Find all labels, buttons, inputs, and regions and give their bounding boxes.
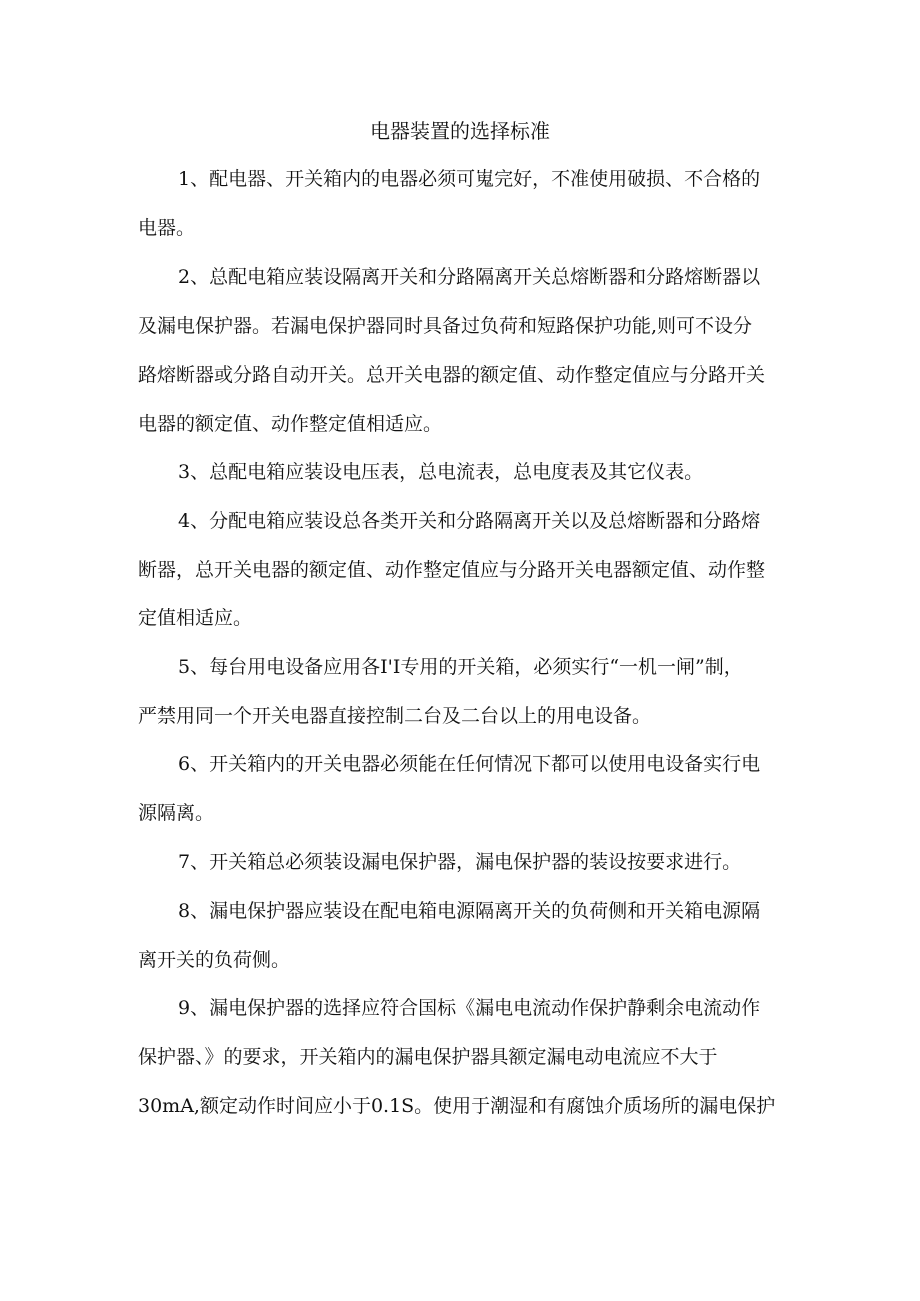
- item-2-line-2: 及漏电保护器。若漏电保护器同时具备过负荷和短路保护功能,则可不设分: [138, 315, 753, 337]
- item-9-line-3: 30mA,额定动作时间应小于0.1S。使用于潮湿和有腐蚀介质场所的漏电保护: [138, 1095, 776, 1117]
- item-8-line-2: 离开关的负荷侧。: [138, 949, 291, 971]
- item-6-line-2: 源隔离。: [138, 802, 215, 824]
- item-2-line-3: 路熔断器或分路自动开关。总开关电器的额定值、动作整定值应与分路开关: [138, 364, 766, 386]
- item-6-line-1: 6、开关箱内的开关电器必须能在任何情况下都可以使用电设备实行电: [178, 753, 761, 775]
- item-3-line-1: 3、总配电箱应装设电压表，总电流表，总电度表及其它仪表。: [178, 461, 704, 483]
- item-9-line-1: 9、漏电保护器的选择应符合国标《漏电电流动作保护静剩余电流动作: [178, 997, 761, 1019]
- item-1-line-1: 1、配电器、开关箱内的电器必须可嵬完好，不准使用破损、不合格的: [178, 168, 761, 190]
- item-7-line-1: 7、开关箱总必须装设漏电保护器，漏电保护器的装设按要求进行。: [178, 851, 742, 873]
- item-4-line-2: 断器，总开关电器的额定值、动作整定值应与分路开关电器额定值、动作整: [138, 559, 766, 581]
- item-8-line-1: 8、漏电保护器应装设在配电箱电源隔离开关的负荷侧和开关箱电源隔: [178, 900, 761, 922]
- document-title: 电器装置的选择标准: [370, 119, 550, 143]
- item-4-line-1: 4、分配电箱应装设总各类开关和分路隔离开关以及总熔断器和分路熔: [178, 510, 761, 532]
- item-2-line-4: 电器的额定值、动作整定值相适应。: [138, 413, 443, 435]
- item-9-line-2: 保护器、》的要求，开关箱内的漏电保护器具额定漏电动电流应不大于: [138, 1046, 718, 1068]
- item-5-line-2: 严禁用同一个开关电器直接控制二台及二台以上的用电设备。: [138, 705, 652, 727]
- item-4-line-3: 定值相适应。: [138, 607, 253, 629]
- item-1-line-2: 电器。: [138, 217, 196, 239]
- item-2-line-1: 2、总配电箱应装设隔离开关和分路隔离开关总熔断器和分路熔断器以: [178, 266, 761, 288]
- item-5-line-1: 5、每台用电设备应用各I'I专用的开关箱，必须实行“一机一闸”制，: [178, 656, 743, 678]
